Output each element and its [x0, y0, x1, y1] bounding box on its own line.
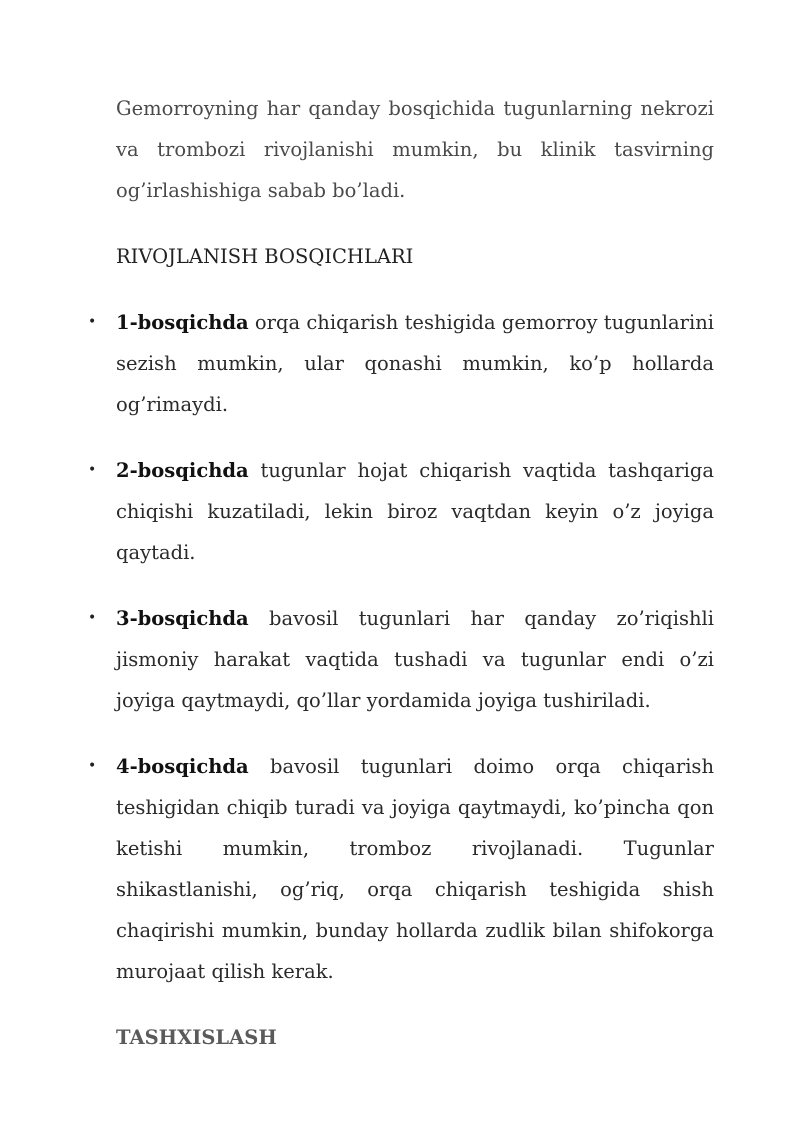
stages-list	[88, 302, 714, 992]
bullet-icon: •	[88, 610, 97, 626]
intro-paragraph: Gemorroyning har qanday bosqichida tugunlarning nekrozi va trombozi rivojlanishi mumkin, bu klinik tasvirning og’irlashishiga sabab bo’ladi.	[116, 97, 714, 202]
bullet-icon: •	[88, 462, 97, 478]
bullet-icon: •	[88, 314, 97, 330]
stage-label: 2-bosqichda	[116, 459, 249, 482]
stage-label: 4-bosqichda	[116, 755, 249, 778]
list-item	[88, 450, 714, 573]
stage-label: 1-bosqichda	[116, 311, 249, 334]
document-page	[88, 88, 714, 1058]
list-item	[88, 302, 714, 425]
stage-text: bavosil tugunlari har qanday zo’riqishli jismoniy harakat vaqtida tushadi va tugunlar endi o’zi joyiga qaytmaydi, qo’llar yordamida joyiga tushiriladi.	[116, 607, 714, 712]
stage-text: tugunlar hojat chiqarish vaqtida tashqariga chiqishi kuzatiladi, lekin biroz vaqtdan keyin o’z joyiga qaytadi.	[116, 459, 714, 564]
stage-text: bavosil tugunlari doimo orqa chiqarish teshigidan chiqib turadi va joyiga qaytmaydi, ko’pincha qon ketishi mumkin, tromboz rivojlanadi. Tugunlar shikastlanishi, og’riq, orqa chiqarish teshigida shish chaqirishi mumkin, bunday hollarda zudlik bilan shifokorga murojaat qilish kerak.	[116, 755, 714, 983]
list-item	[88, 598, 714, 721]
stage-label: 3-bosqichda	[116, 607, 249, 630]
section-title: RIVOJLANISH BOSQICHLARI	[116, 245, 414, 268]
next-section-heading: TASHXISLASH	[116, 1026, 277, 1049]
stage-text: orqa chiqarish teshigida gemorroy tugunlarini sezish mumkin, ular qonashi mumkin, ko’p hollarda og’rimaydi.	[116, 311, 714, 416]
list-item	[88, 746, 714, 992]
bullet-icon: •	[88, 758, 97, 774]
